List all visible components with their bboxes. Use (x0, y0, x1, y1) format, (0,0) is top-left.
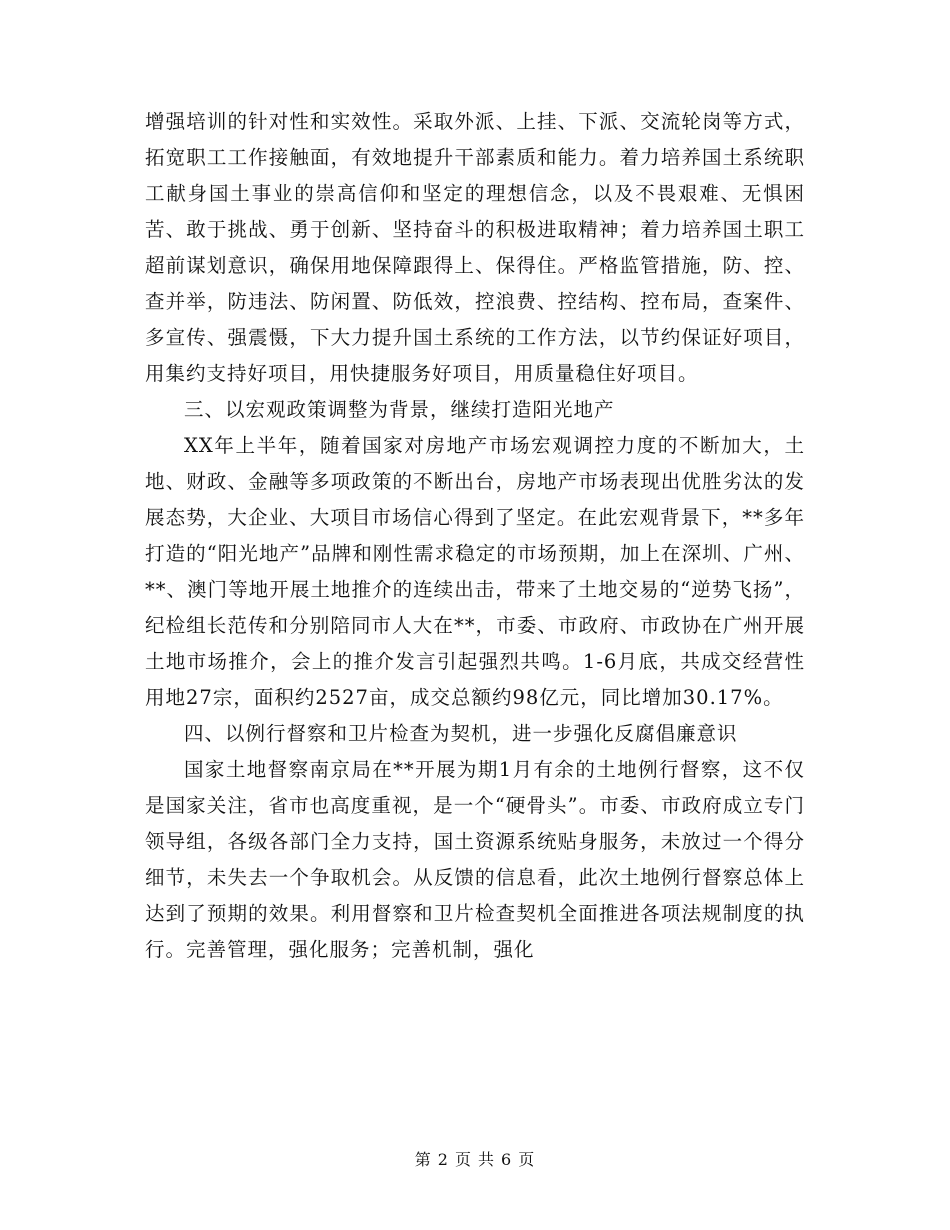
footer-prefix: 第 (414, 1150, 432, 1169)
section-heading-4: 四、以例行督察和卫片检查为契机，进一步强化反腐倡廉意识 (184, 722, 738, 745)
document-body (145, 104, 805, 968)
body-paragraph-3: 国家土地督察南京局在**开展为期1月有余的土地例行督察，这不仅是国家关注，省市也高度重视，是一个“硬骨头”。市委、市政府成立专门领导组，各级各部门全力支持，国土资源系统贴身服务，未放过一个得分细节，未失去一个争取机会。从反馈的信息看，此次土地例行督察总体上达到了预期的效果。利用督察和卫片检查契机全面推进各项法规制度的执行。完善管理，强化服务；完善机制，强化 (145, 758, 805, 961)
footer-total-pages: 6 (501, 1150, 513, 1169)
footer-suffix: 页 (518, 1150, 536, 1169)
footer-total-word: 共 (478, 1150, 496, 1169)
page-footer (0, 1147, 950, 1170)
body-paragraph-1: 增强培训的针对性和实效性。采取外派、上挂、下派、交流轮岗等方式，拓宽职工工作接触面，有效地提升干部素质和能力。着力培养国土系统职工献身国土事业的崇高信仰和坚定的理想信念，以及不畏艰难、无惧困苦、敢于挑战、勇于创新、坚持奋斗的积极进取精神；着力培养国土职工超前谋划意识，确保用地保障跟得上、保得住。严格监管措施，防、控、查并举，防违法、防闲置、防低效，控浪费、控结构、控布局，查案件、多宣传、强震慑，下大力提升国土系统的工作方法，以节约保证好项目，用集约支持好项目，用快捷服务好项目，用质量稳住好项目。 (145, 110, 805, 385)
footer-current-page: 2 (437, 1150, 449, 1169)
footer-page-unit: 页 (454, 1150, 472, 1169)
section-heading-3: 三、以宏观政策调整为背景，继续打造阳光地产 (184, 398, 615, 421)
body-paragraph-2: XX年上半年，随着国家对房地产市场宏观调控力度的不断加大，土地、财政、金融等多项政策的不断出台，房地产市场表现出优胜劣汰的发展态势，大企业、大项目市场信心得到了坚定。在此宏观背景下，**多年打造的“阳光地产”品牌和刚性需求稳定的市场预期，加上在深圳、广州、**、澳门等地开展土地推介的连续出击，带来了土地交易的“逆势飞扬”，纪检组长范传和分别陪同市人大在**，市委、市政府、市政协在广州开展土地市场推介，会上的推介发言引起强烈共鸣。1-6月底，共成交经营性用地27宗，面积约2527亩，成交总额约98亿元，同比增加30.17%。 (145, 434, 805, 709)
